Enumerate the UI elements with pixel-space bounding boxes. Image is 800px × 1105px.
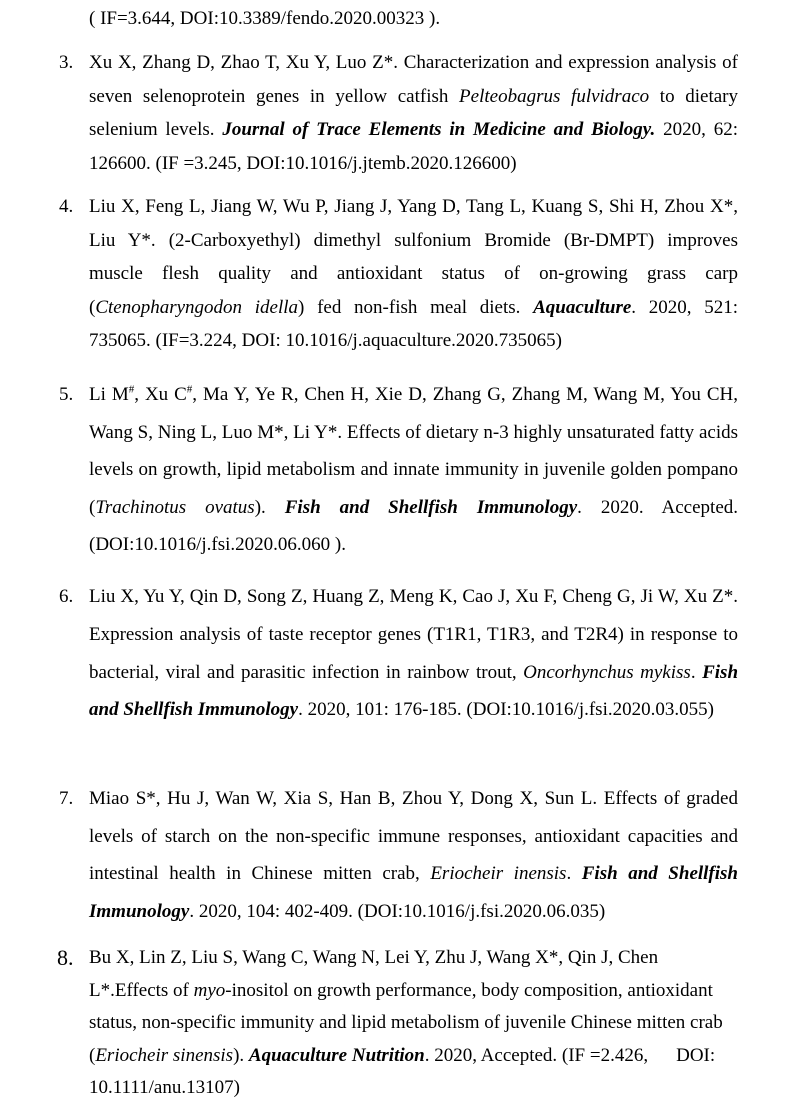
journal-name: Fish and Shellfish Immunology [284,496,578,518]
italic-prefix: myo [193,979,226,1001]
citation-details: . 2020, Accepted. (IF =2.426, [424,1044,649,1066]
authors-title: Liu X, Feng L, Jiang W, Wu P, Jiang J, Yang D, Tang L, Kuang S, Shi H, Zhou X*, Liu Y*. (2-Carboxyethyl) dimethyl sulfonium Bromide (Br-DMPT) improves muscle flesh quality and antioxidant status of on-growing grass carp ( [89,196,738,318]
citation-details: . 2020, 101: 176-185. (DOI:10.1016/j.fsi.2020.03.055) [298,699,714,721]
authors-title: Bu X, Lin Z, Liu S, Wang C, Wang N, Lei Y, Zhu J, Wang X*, Qin J, Chen L*.Effects of [89,947,659,1001]
citation-details: . 2020, 104: 402-409. (DOI:10.1016/j.fsi.2020.06.035) [189,900,606,922]
reference-text [89,190,738,358]
species-name: Pelteobagrus fulvidraco [459,85,650,107]
title-cont: -inositol on growth performance, body composition, antioxidant status, non-specific immunity and lipid metabolism of juvenile Chinese mitten crab ( [89,979,723,1066]
authors-title: , Ma Y, Ye R, Chen H, Xie D, Zhang G, Zhang M, Wang M, You CH, Wang S, Ning L, Luo M*, Li Y*. Effects of dietary n-3 highly unsaturated fatty acids levels on growth, lipid metabolism and innate immunity in juvenile golden pompano ( [89,384,738,518]
citation-details: . 2020, 521: 735065. (IF=3.224, DOI: 10.1016/j.aquaculture.2020.735065) [89,296,739,351]
reference-number: 4. [59,196,74,217]
reference-text [89,578,738,729]
citation-details: . 2020. Accepted. (DOI:10.1016/j.fsi.2020.06.060 ). [89,496,738,555]
citation-details: 2020, 62: 126600. (IF =3.245, DOI:10.1016/j.jtemb.2020.126600) [89,119,738,174]
reference-text [89,780,738,930]
reference-text [89,942,738,1105]
title-cont: ). [233,1044,249,1066]
reference-number: 3. [59,52,74,73]
authors-title: Xu X, Zhang D, Zhao T, Xu Y, Luo Z*. Characterization and expression analysis of seven selenoprotein genes in yellow catfish [89,52,738,107]
reference-text [89,376,738,564]
reference-number: 5. [59,384,74,405]
species-name: Ctenopharyngodon idella [95,296,299,318]
title-cont: . [566,863,582,884]
co-first-mark: # [186,383,193,396]
author: Li M [89,384,129,405]
title-cont: ) fed non-fish meal diets. [298,296,534,318]
species-name: Trachinotus ovatus [95,496,255,518]
journal-name: Fish and Shellfish Immunology [89,863,739,922]
reference-number: 7. [59,788,74,809]
title-cont: ). [254,496,285,518]
journal-name: Fish and Shellfish Immunology [89,661,739,721]
top-line: ( IF=3.644, DOI:10.3389/fendo.2020.00323 ). [89,8,441,29]
reference-number: 6. [59,586,74,607]
title-cont: . [690,661,703,683]
journal-name: Journal of Trace Elements in Medicine and Biology. [222,119,656,140]
journal-name: Aquaculture [533,296,632,318]
reference-number: 8. [57,945,74,970]
species-name: Oncorhynchus mykiss [523,661,691,683]
authors-title: Miao S*, Hu J, Wan W, Xia S, Han B, Zhou Y, Dong X, Sun L. Effects of graded levels of starch on the non-specific immune responses, antioxidant capacities and intestinal health in Chinese mitten crab, [89,788,738,884]
author: , Xu C [134,384,187,405]
doi-text: DOI: 10.1111/anu.13107) [89,1044,716,1098]
species-name: Eriocheir inensis [430,863,567,884]
reference-text [89,46,738,180]
title-cont: to dietary selenium levels. [89,85,739,140]
co-first-mark: # [128,383,135,396]
species-name: Eriocheir sinensis [95,1044,234,1066]
authors-title: Liu X, Yu Y, Qin D, Song Z, Huang Z, Meng K, Cao J, Xu F, Cheng G, Ji W, Xu Z*. Expression analysis of taste receptor genes (T1R1, T1R3, and T2R4) in response to bacterial, viral and parasitic infection in rainbow trout, [89,586,738,683]
journal-name: Aquaculture Nutrition [248,1044,425,1066]
